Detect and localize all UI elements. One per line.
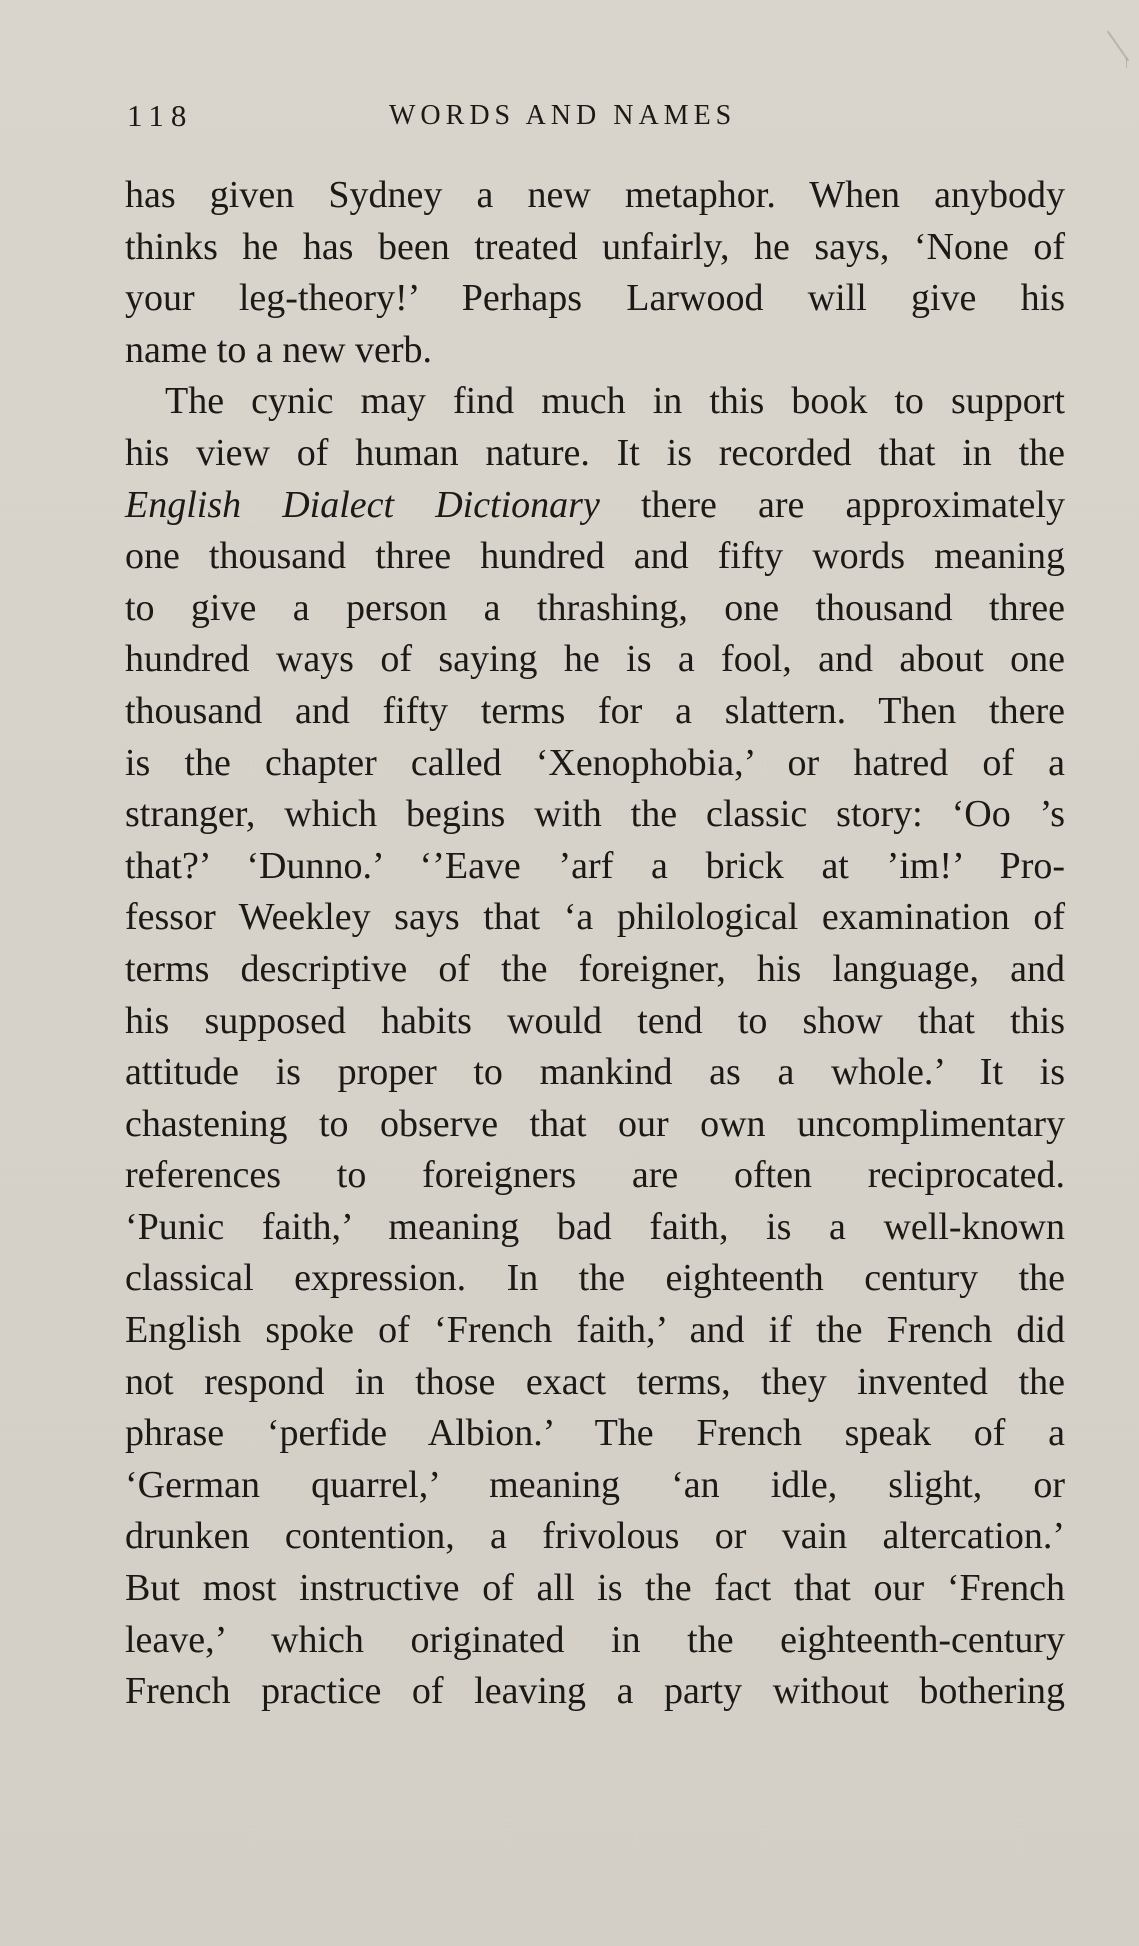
text-line: one thousand three hundred and fifty words meaning [125,535,1065,578]
text-line: to give a person a thrashing, one thousand three [125,586,1065,629]
text-line: his supposed habits would tend to show that this [125,999,1065,1042]
text-line: references to foreigners are often reciprocated. [125,1154,1065,1197]
text-line: But most instructive of all is the fact that our ‘French [125,1567,1065,1610]
text-line: classical expression. In the eighteenth century the [125,1257,1065,1300]
text-line: ‘German quarrel,’ meaning ‘an idle, slight, or [125,1463,1065,1506]
text-line: drunken contention, a frivolous or vain altercation.’ [125,1515,1065,1558]
text-line: fessor Weekley says that ‘a philological examination of [125,896,1065,939]
text-line: English Dialect Dictionary there are approximately [125,483,1065,526]
text-line: French practice of leaving a party without bothering [125,1670,1065,1713]
text-line: The cynic may find much in this book to support [165,380,1065,423]
page-corner-mark-small [1126,58,1127,68]
page-corner-mark [1107,31,1129,62]
text-line: English spoke of ‘French faith,’ and if the French did [125,1309,1065,1352]
text-line: ‘Punic faith,’ meaning bad faith, is a well-known [125,1205,1065,1248]
text-line: that?’ ‘Dunno.’ ‘’Eave ’arf a brick at ’im!’ Pro- [125,844,1065,887]
text-line: thousand and fifty terms for a slattern. Then there [125,689,1065,732]
text-line: your leg-theory!’ Perhaps Larwood will give his [125,277,1065,320]
text-line: hundred ways of saying he is a fool, and about one [125,638,1065,681]
text-line: chastening to observe that our own uncomplimentary [125,1102,1065,1145]
page-header [127,98,1072,144]
text-line: phrase ‘perfide Albion.’ The French speak of a [125,1412,1065,1455]
body-text [125,170,1065,1718]
text-line: thinks he has been treated unfairly, he says, ‘None of [125,225,1065,268]
text-line: has given Sydney a new metaphor. When anybody [125,174,1065,216]
text-line: leave,’ which originated in the eighteenth-century [125,1618,1065,1661]
running-head: WORDS AND NAMES [389,100,737,131]
page-number: 118 [127,98,194,133]
text-line: not respond in those exact terms, they invented the [125,1360,1065,1403]
text-line: name to a new verb. [125,328,433,371]
text-line: terms descriptive of the foreigner, his language, and [125,947,1065,990]
text-line: is the chapter called ‘Xenophobia,’ or hatred of a [125,741,1065,784]
text-line: stranger, which begins with the classic story: ‘Oo ’s [125,793,1065,836]
text-line: attitude is proper to mankind as a whole.’ It is [125,1051,1065,1094]
text-line: his view of human nature. It is recorded that in the [125,431,1065,474]
italic-title: English Dialect Dictionary [125,483,600,526]
